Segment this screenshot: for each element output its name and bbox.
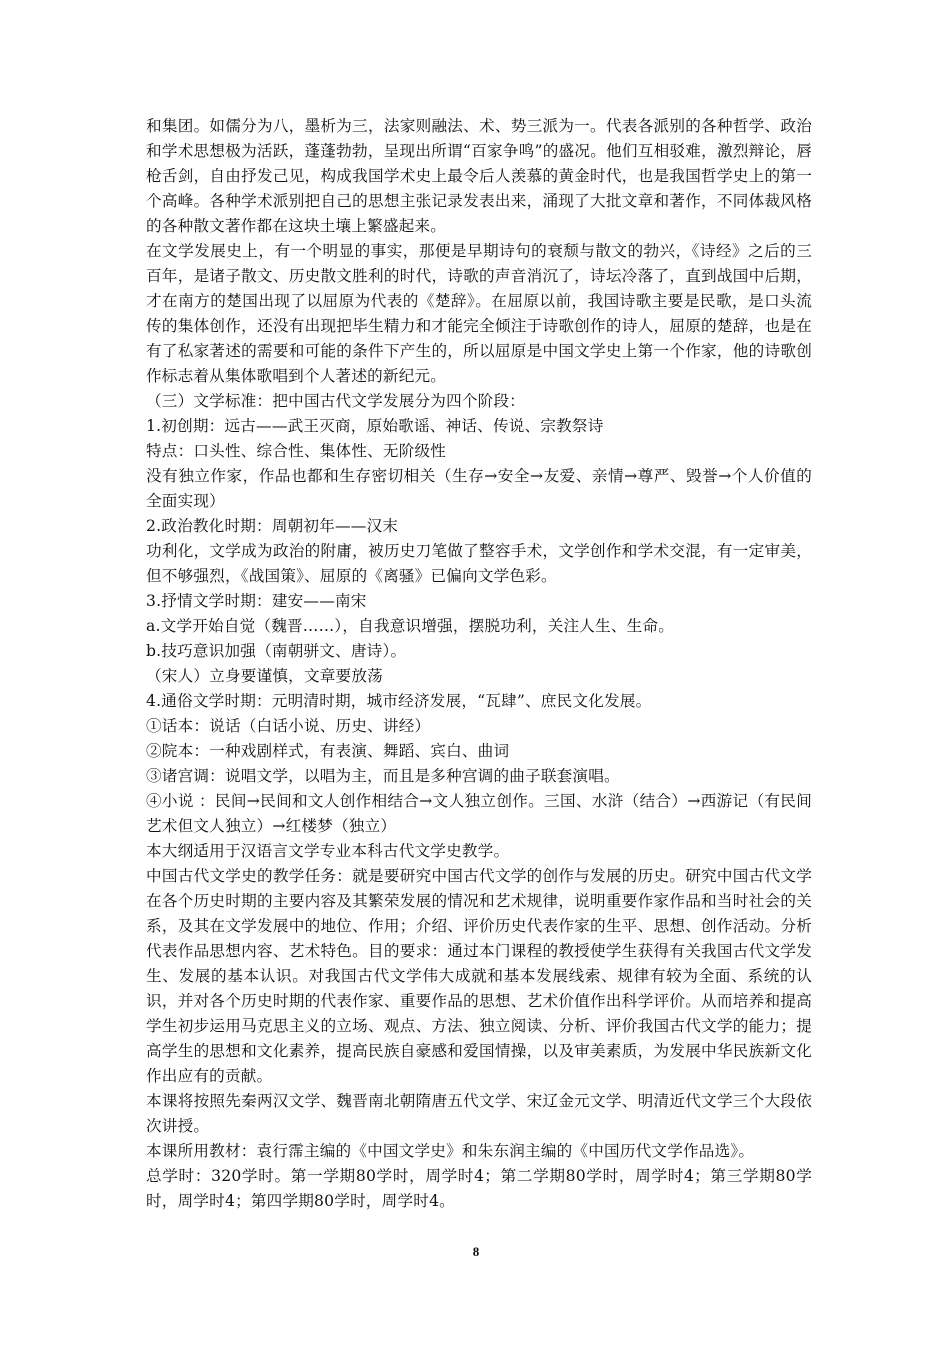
stage-4-item-3: ③诸宫调：说唱文学，以唱为主，而且是多种宫调的曲子联套演唱。 [146, 767, 620, 785]
paragraph-poetry-decline: 在文学发展史上，有一个明显的事实，那便是早期诗句的衰颓与散文的勃兴，《诗经》之后的三百年，是诸子散文、历史散文胜利的时代，诗歌的声音消沉了，诗坛冷落了，直到战国中后期，才在南方的楚国出现了以屈原为代表的《楚辞》。在屈原以前，我国诗歌主要是民歌，是口头流传的集体创作，还没有出现把毕生精力和才能完全倾注于诗歌创作的诗人，屈原的楚辞，也是在有了私家著述的需要和可能的条件下产生的，所以屈原是中国文学史上第一个作家，他的诗歌创作标志着从集体歌唱到个人著述的新纪元。 [146, 242, 812, 385]
stage-3-point-a: a.文学开始自觉（魏晋……），自我意识增强，摆脱功利，关注人生、生命。 [146, 617, 675, 635]
stage-2-detail: 功利化，文学成为政治的附庸，被历史刀笔做了整容手术，文学创作和学术交混，有一定审美，但不够强烈，《战国策》、屈原的《离骚》已偏向文学色彩。 [146, 542, 812, 585]
stage-1-detail: 没有独立作家，作品也都和生存密切相关（生存→安全→友爱、亲情→尊严、毁誉→个人价值的全面实现） [146, 467, 812, 510]
total-hours: 总学时：320学时。第一学期80学时，周学时4；第二学期80学时，周学时4；第三学期80学时，周学时4；第四学期80学时，周学时4。 [146, 1167, 812, 1210]
stage-4-item-1: ①话本：说话（白话小说、历史、讲经） [146, 717, 431, 735]
syllabus-scope: 本大纲适用于汉语言文学专业本科古代文学史教学。 [146, 842, 510, 860]
stage-4-heading: 4.通俗文学时期：元明清时期，城市经济发展，“瓦肆”、庶民文化发展。 [146, 692, 652, 710]
textbooks: 本课所用教材：袁行霈主编的《中国文学史》和朱东润主编的《中国历代文学作品选》。 [146, 1142, 755, 1160]
stage-3-point-b: b.技巧意识加强（南朝骈文、唐诗）。 [146, 642, 407, 660]
page-number: 8 [472, 1244, 480, 1259]
stage-4-item-2: ②院本：一种戏剧样式，有表演、舞蹈、宾白、曲词 [146, 742, 510, 760]
section-heading-literary-standard: （三）文学标准：把中国古代文学发展分为四个阶段： [146, 392, 526, 410]
stage-3-song-note: （宋人）立身要谨慎，文章要放荡 [146, 667, 383, 685]
stage-4-item-4: ④小说 ：民间→民间和文人创作相结合→文人独立创作。三国、水浒（结合）→西游记（有民间艺术但文人独立）→红楼梦（独立） [146, 792, 812, 835]
course-sequence: 本课将按照先秦两汉文学、魏晋南北朝隋唐五代文学、宋辽金元文学、明清近代文学三个大段依次讲授。 [146, 1092, 812, 1135]
body-text [146, 114, 812, 1214]
teaching-tasks: 中国古代文学史的教学任务：就是要研究中国古代文学的创作与发展的历史。研究中国古代文学在各个历史时期的主要内容及其繁荣发展的情况和艺术规律，说明重要作家作品和当时社会的关系，及其在文学发展中的地位、作用；介绍、评价历史代表作家的生平、思想、创作活动。分析代表作品思想内容、艺术特色。目的要求：通过本门课程的教授使学生获得有关我国古代文学发生、发展的基本认识。对我国古代文学伟大成就和基本发展线索、规律有较为全面、系统的认识，并对各个历史时期的代表作家、重要作品的思想、艺术价值作出科学评价。从而培养和提高学生初步运用马克思主义的立场、观点、方法、独立阅读、分析、评价我国古代文学的能力；提高学生的思想和文化素养，提高民族自豪感和爱国情操，以及审美素质，为发展中华民族新文化作出应有的贡献。 [146, 867, 812, 1085]
stage-3-heading: 3.抒情文学时期：建安——南宋 [146, 592, 367, 610]
paragraph-schools: 和集团。如儒分为八，墨析为三，法家则融法、术、势三派为一。代表各派别的各种哲学、政治和学术思想极为活跃，蓬蓬勃勃，呈现出所谓“百家争鸣”的盛况。他们互相驳难，激烈辩论，唇枪舌剑，自由抒发己见，构成我国学术史上最令后人羡慕的黄金时代，也是我国哲学史上的第一个高峰。各种学术派别把自己的思想主张记录发表出来，涌现了大批文章和著作，不同体裁风格的各种散文著作都在这块土壤上繁盛起来。 [146, 117, 812, 235]
stage-1-features: 特点：口头性、综合性、集体性、无阶级性 [146, 442, 447, 460]
stage-2-heading: 2.政治教化时期：周朝初年——汉末 [146, 517, 399, 535]
stage-1-heading: 1.初创期：远古——武王灭商，原始歌谣、神话、传说、宗教祭诗 [146, 417, 604, 435]
